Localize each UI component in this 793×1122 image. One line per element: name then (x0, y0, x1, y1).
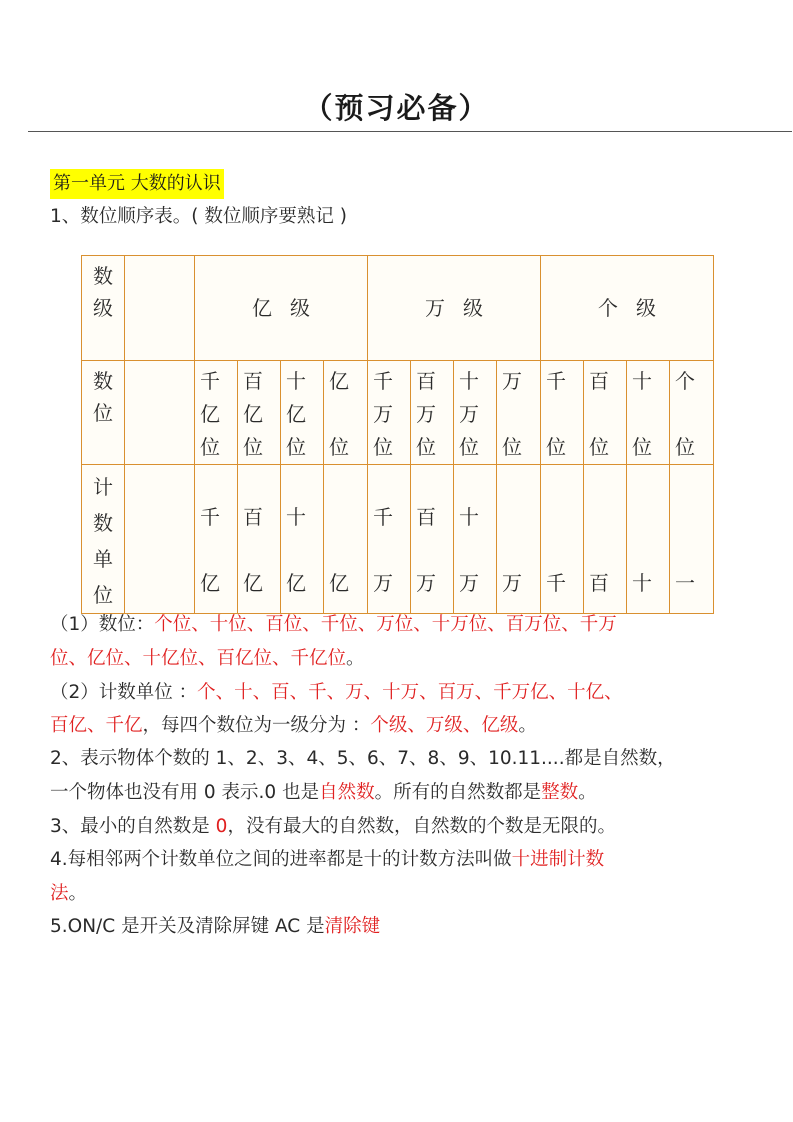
empty-cell (125, 256, 195, 361)
page-title: （预习必备） (303, 91, 490, 125)
place-cell: 百 亿 位 (238, 361, 281, 465)
counting-unit-row (82, 465, 714, 614)
unit-cell: 亿 (324, 465, 368, 614)
unit-cell: 一 (670, 465, 714, 614)
place-cell: 百 万 位 (411, 361, 454, 465)
unit-cell: 十 万 (454, 465, 497, 614)
note-smallest-natural: 3、最小的自然数是 0，没有最大的自然数，自然数的个数是无限的。 (50, 816, 616, 837)
place-cell: 万 位 (497, 361, 541, 465)
row-header-unit: 计 数 单 位 (82, 465, 125, 614)
place-cell: 十 万 位 (454, 361, 497, 465)
unit-cell: 百 万 (411, 465, 454, 614)
section-1-heading: 1、数位顺序表。( 数位顺序要熟记 ) (50, 206, 347, 227)
place-cell: 十 亿 位 (281, 361, 324, 465)
unit-heading: 第一单元 大数的认识 (50, 169, 224, 199)
note-decimal-system-cont: 法。 (50, 883, 88, 904)
place-cell: 百 位 (584, 361, 627, 465)
note-natural-numbers-cont: 一个物体也没有用 0 表示.0 也是自然数。所有的自然数都是整数。 (50, 782, 597, 803)
grade-yi: 亿级 (195, 256, 368, 361)
row-header-place: 数 位 (82, 361, 125, 465)
note-decimal-system: 4.每相邻两个计数单位之间的进率都是十的计数方法叫做十进制计数 (50, 849, 605, 870)
unit-cell: 万 (497, 465, 541, 614)
place-cell: 十 位 (627, 361, 670, 465)
unit-cell: 十 (627, 465, 670, 614)
empty-cell (125, 361, 195, 465)
grade-wan: 万级 (368, 256, 541, 361)
title-divider (28, 131, 792, 132)
place-cell: 千 位 (541, 361, 584, 465)
note-places: （1）数位：个位、十位、百位、千位、万位、十万位、百万位、千万 (50, 614, 617, 635)
unit-cell: 百 (584, 465, 627, 614)
grade-ge: 个级 (541, 256, 714, 361)
place-cell: 千 亿 位 (195, 361, 238, 465)
place-row (82, 361, 714, 465)
grade-row (82, 256, 714, 361)
empty-cell (125, 465, 195, 614)
place-cell: 个 位 (670, 361, 714, 465)
note-units: （2）计数单位 ：个、十、百、千、万、十万、百万、千万亿、十亿、 (50, 682, 623, 703)
place-cell: 亿 位 (324, 361, 368, 465)
unit-cell: 百 亿 (238, 465, 281, 614)
note-units-cont: 百亿、千亿，每四个数位为一级分为 ：个级、万级、亿级。 (50, 715, 537, 736)
unit-cell: 千 亿 (195, 465, 238, 614)
note-natural-numbers: 2、表示物体个数的 1、2、3、4、5、6、7、8、9、10.11....都是自然数， (50, 748, 676, 769)
place-cell: 千 万 位 (368, 361, 411, 465)
row-header-grade: 数 级 (82, 256, 125, 361)
unit-cell: 千 万 (368, 465, 411, 614)
unit-cell: 千 (541, 465, 584, 614)
note-calculator-keys: 5.ON/C 是开关及清除屏键 AC 是清除键 (50, 916, 381, 937)
unit-cell: 十 亿 (281, 465, 324, 614)
note-places-cont: 位、亿位、十亿位、百亿位、千亿位。 (50, 648, 365, 669)
place-value-table (81, 255, 714, 614)
